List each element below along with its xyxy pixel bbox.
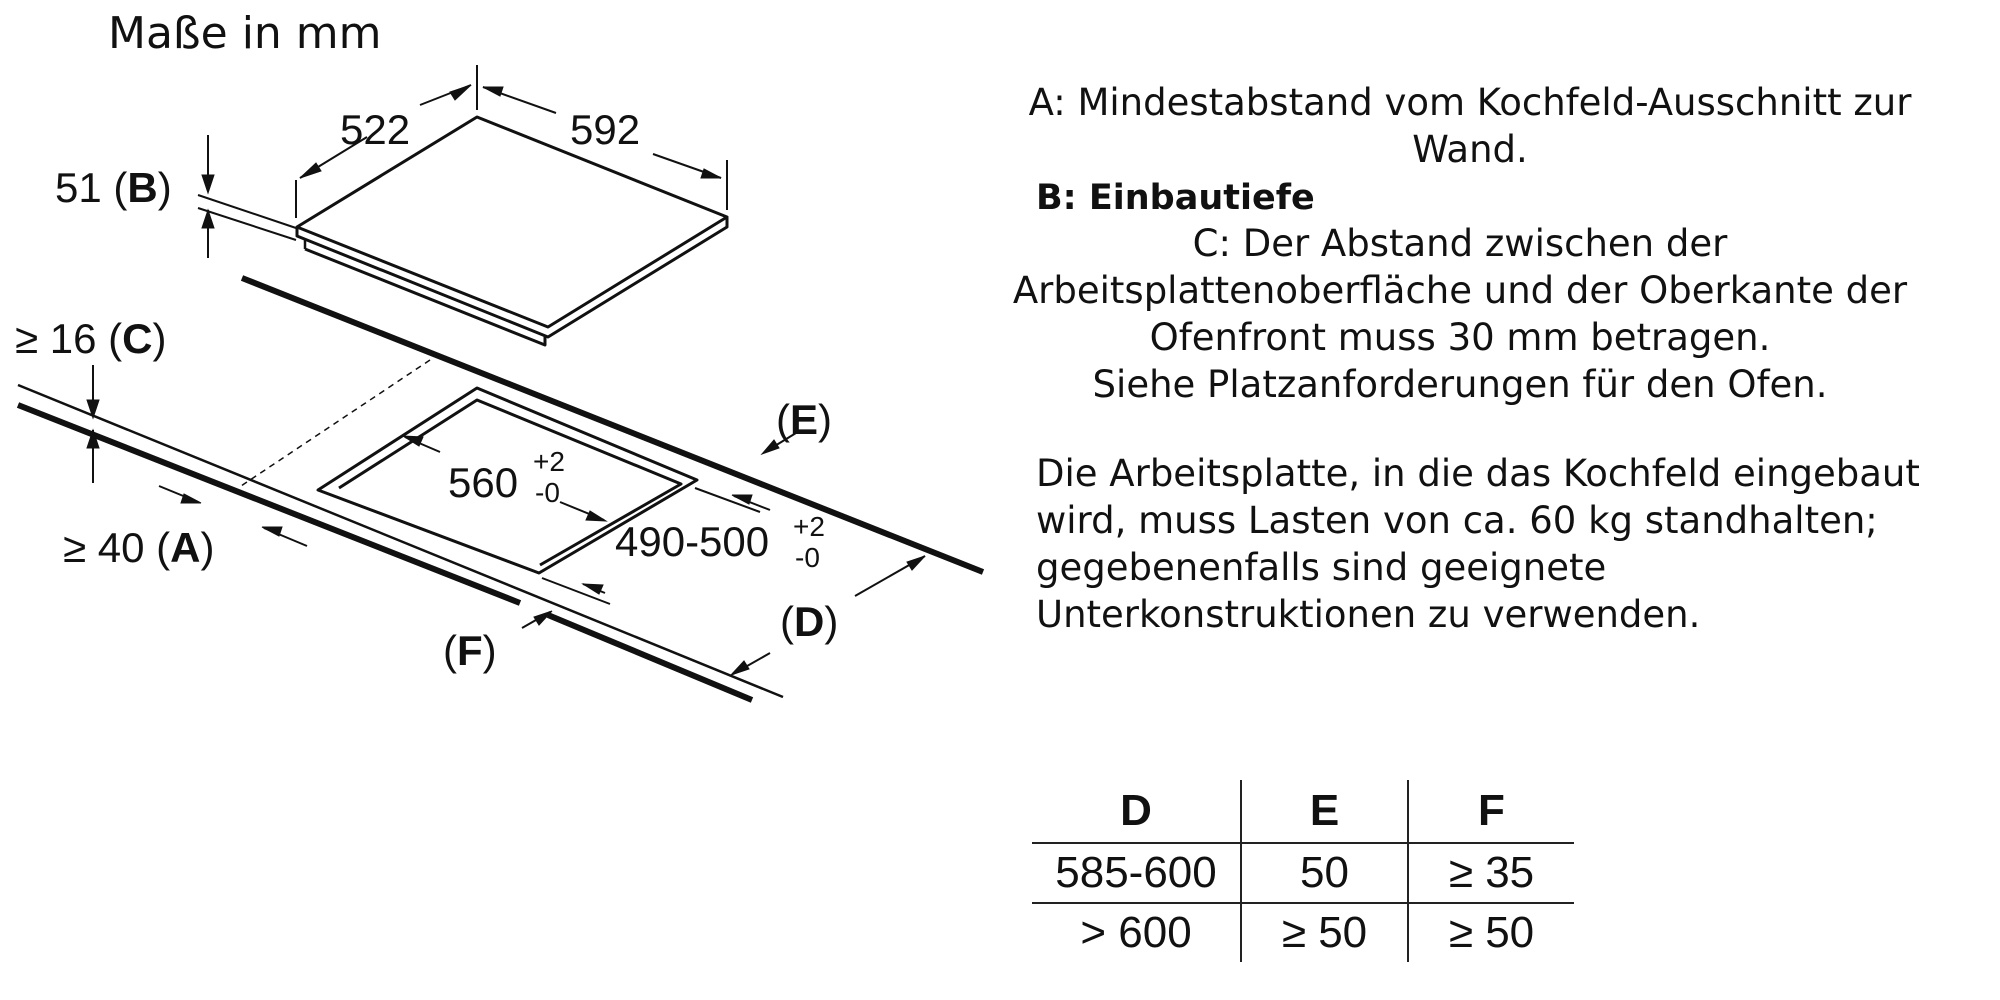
dim-a-label: ≥ 40 (A) xyxy=(63,524,215,571)
worktop-back-edge xyxy=(242,278,983,572)
dim-f xyxy=(522,611,552,628)
worktop-hidden-line xyxy=(238,360,430,488)
note-c-line: Ofenfront muss 30 mm betragen. xyxy=(1149,316,1771,359)
cooktop-lower-edge xyxy=(297,217,727,337)
table-header-row xyxy=(1032,780,1574,843)
table-cell: > 600 xyxy=(1032,903,1241,962)
table-header-e: E xyxy=(1241,780,1408,843)
note-c-line: Siehe Platzanforderungen für den Ofen. xyxy=(1092,363,1828,406)
dim-560-tol-plus: +2 xyxy=(533,446,565,477)
dimension-table xyxy=(1032,780,1574,962)
note-worktop xyxy=(1036,450,1976,638)
dim-e-label: (E) xyxy=(776,396,833,443)
dim-560-tol-minus: -0 xyxy=(535,477,560,508)
note-c xyxy=(990,220,1930,408)
dim-d-label: (D) xyxy=(780,598,839,645)
dim-490-500-label: 490-500 xyxy=(615,518,770,565)
dim-f-label: (F) xyxy=(443,627,497,674)
dim-c-label: ≥ 16 (C) xyxy=(15,315,167,362)
page-title: Maße in mm xyxy=(108,8,382,59)
dim-b xyxy=(198,135,296,258)
dim-b-label: 51 (B) xyxy=(55,164,172,211)
table-row xyxy=(1032,903,1574,962)
dim-490-500-tol-minus: -0 xyxy=(795,542,820,573)
note-worktop-line: wird, muss Lasten von ca. 60 kg standhalten; xyxy=(1036,499,1878,542)
note-a: A: Mindestabstand vom Kochfeld-Ausschnitt zur Wand. xyxy=(1028,81,1912,171)
cooktop-body-front xyxy=(305,249,545,345)
table-cell: 585-600 xyxy=(1032,843,1241,903)
note-worktop-line: gegebenenfalls sind geeignete xyxy=(1036,546,1607,589)
worktop-front-bottom-edge-b xyxy=(548,615,752,700)
dim-490-500-tol-plus: +2 xyxy=(793,511,825,542)
dim-560-label: 560 xyxy=(448,459,519,506)
note-c-line: Arbeitsplattenoberfläche und der Oberkante der xyxy=(1012,269,1908,312)
note-c-line: C: Der Abstand zwischen der xyxy=(1192,222,1728,265)
table-row xyxy=(1032,843,1574,903)
dim-592-label: 592 xyxy=(570,106,641,153)
table-cell: ≥ 35 xyxy=(1408,843,1574,903)
note-worktop-line: Unterkonstruktionen zu verwenden. xyxy=(1036,593,1701,636)
dim-522-label: 522 xyxy=(340,106,411,153)
note-b: B: Einbautiefe xyxy=(1036,178,1315,218)
note-worktop-line: Die Arbeitsplatte, in die das Kochfeld eingebaut xyxy=(1036,452,1920,495)
table-header-d: D xyxy=(1032,780,1241,843)
table-cell: 50 xyxy=(1241,843,1408,903)
table-cell: ≥ 50 xyxy=(1448,908,1535,957)
table-header-f: F xyxy=(1408,780,1574,843)
table-cell: ≥ 50 xyxy=(1241,903,1408,962)
dim-c xyxy=(87,365,99,483)
